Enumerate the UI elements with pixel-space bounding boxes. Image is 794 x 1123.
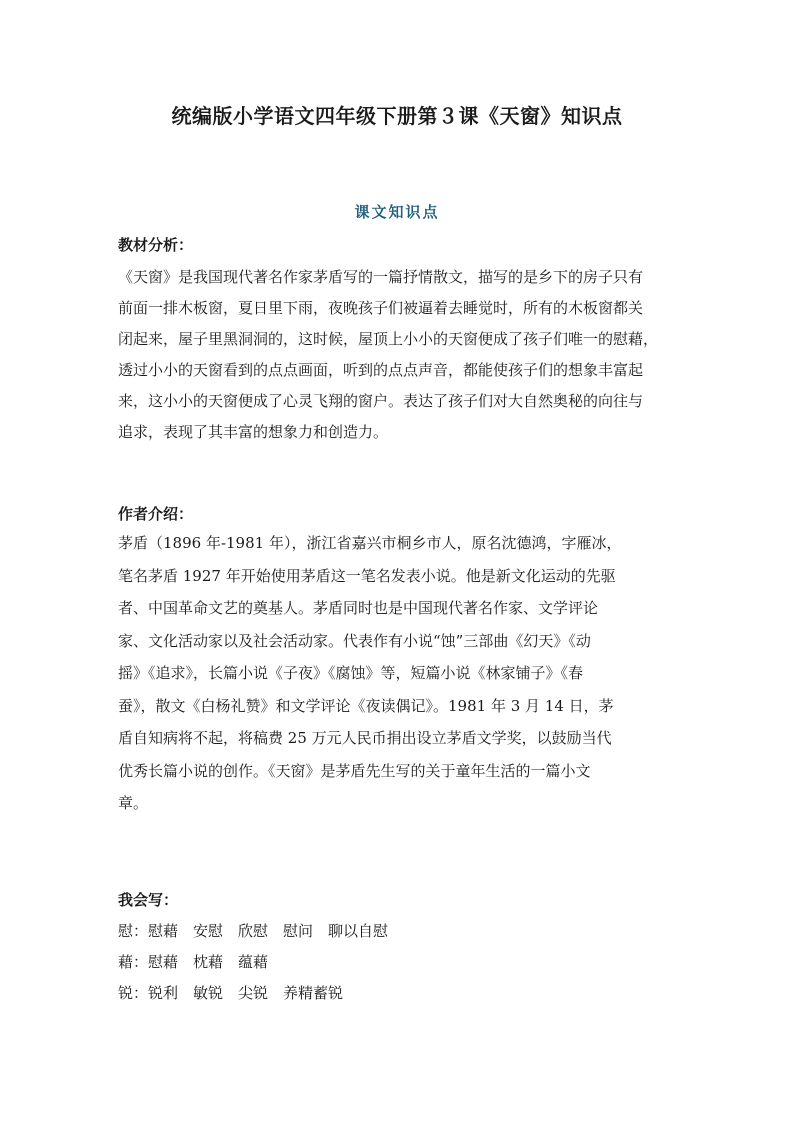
author-paragraph (118, 527, 678, 820)
analysis-line: 《天窗》是我国现代著名作家茅盾写的一篇抒情散文，描写的是乡下的房子只有 (118, 268, 644, 286)
author-line: 茅盾（1896 年-1981 年），浙江省嘉兴市桐乡市人，原名沈德鸿，字雁冰， (118, 534, 622, 552)
analysis-line: 前面一排木板窗，夏日里下雨，夜晚孩子们被逼着去睡觉时，所有的木板窗都关 (118, 299, 644, 317)
analysis-line: 透过小小的天窗看到的点点画面，听到的点点声音，都能使孩子们的想象丰富起 (118, 361, 644, 379)
writing-row: 藉：慰藉 枕藉 蕴藉 (118, 953, 269, 971)
writing-label: 我会写： (118, 891, 179, 909)
author-line: 优秀长篇小说的创作。《天窗》是茅盾先生写的关于童年生活的一篇小文 (118, 761, 591, 780)
analysis-paragraph (118, 262, 678, 448)
document-title: 统编版小学语文四年级下册第３课《天窗》知识点 (171, 104, 623, 128)
section-heading: 课文知识点 (354, 203, 440, 221)
analysis-line: 追求，表现了其丰富的想象力和创造力。 (118, 423, 389, 441)
author-line: 家、文化活动家以及社会活动家。代表作有小说“蚀”三部曲《幻天》《动 (118, 631, 591, 650)
analysis-line: 闭起来，屋子里黑洞洞的，这时候，屋顶上小小的天窗便成了孩子们唯一的慰藉， (118, 330, 659, 348)
author-line: 蚕》，散文《白杨礼赞》和文学评论《夜读偶记》。1981 年 3 月 14 日，茅 (118, 696, 614, 715)
author-label: 作者介绍： (118, 505, 194, 523)
writing-row: 慰：慰藉 安慰 欣慰 慰问 聊以自慰 (118, 922, 389, 940)
author-line: 摇》《追求》，长篇小说《子夜》《腐蚀》等，短篇小说《林家铺子》《春 (118, 664, 584, 682)
analysis-line: 来，这小小的天窗便成了心灵飞翔的窗户。表达了孩子们对大自然奥秘的向往与 (118, 392, 644, 410)
author-line: 盾自知病将不起，将稿费 25 万元人民币捐出设立茅盾文学奖，以鼓励当代 (118, 729, 612, 747)
author-line: 笔名茅盾 1927 年开始使用茅盾这一笔名发表小说。他是新文化运动的先驱 (118, 566, 616, 585)
author-line: 章。 (118, 794, 149, 812)
author-line: 者、中国革命文艺的奠基人。茅盾同时也是中国现代著名作家、文学评论 (118, 599, 599, 617)
writing-row: 锐：锐利 敏锐 尖锐 养精蓄锐 (118, 984, 344, 1002)
analysis-label: 教材分析： (118, 236, 194, 254)
